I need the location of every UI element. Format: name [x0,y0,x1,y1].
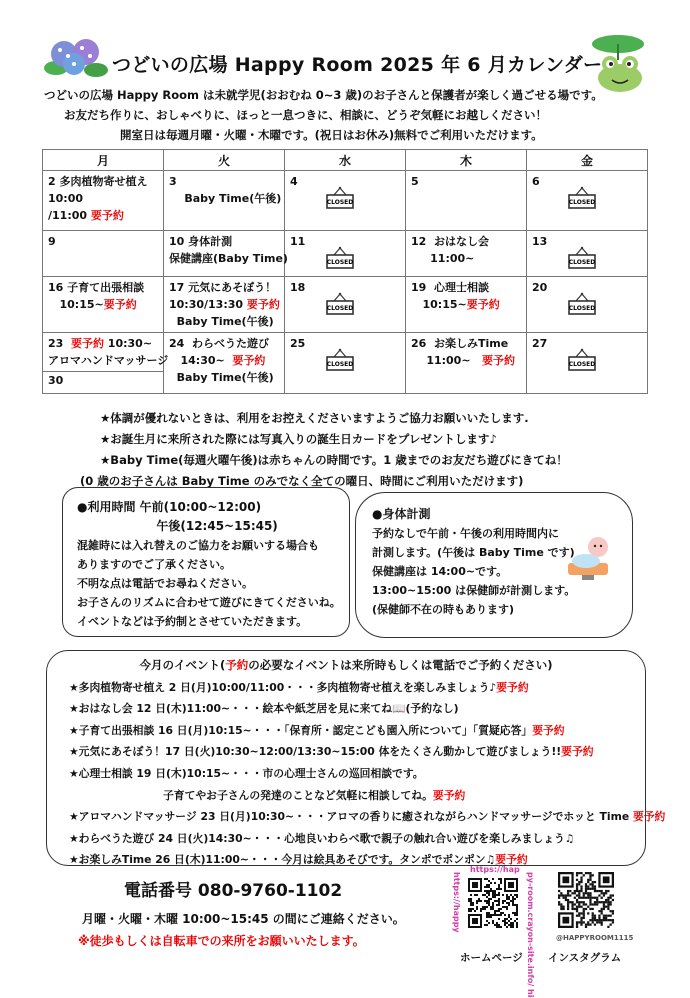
note-line: ★Baby Time(毎週火曜午後)は赤ちゃんの時間です。1 歳までのお友だち遊びにきてね！ [100,453,568,467]
baby-scale-icon [562,533,618,581]
closed-sign-icon [567,292,597,316]
text-segment: 25 [290,337,306,350]
cell-line [169,335,279,352]
closed-sign-icon [325,348,355,372]
usage-line: 午後(12:45~15:45) [77,519,278,533]
reservation-required-label: 予約 [225,658,249,672]
calendar-week-row [43,231,648,277]
closed-label: CLOSED [568,199,596,206]
cell-line [411,173,521,190]
calendar-day-cell [285,333,406,394]
reservation-required-label: 要予約 [495,853,528,867]
text-segment: /11:00 [48,209,91,222]
event-item [69,806,666,828]
measure-line: 予約なしで午前・午後の利用時間内に [372,527,559,540]
text-segment: ★元気にあそぼう！17 日(火)10:30~12:00/13:30~15:00 体をたくさん動かして遊びましょう!! [69,745,562,759]
calendar-day-cell [164,231,288,277]
note-line: (0 歳のお子さんは Baby Time のみでなく全ての曜日、時間にご利用いただけます) [80,474,524,488]
reservation-required-label: 要予約 [532,723,565,737]
visit-note: ※徒歩もしくは自転車での来所をお願いいたします。 [78,934,365,948]
closed-sign-icon [567,246,597,270]
reservation-required-label: 要予約 [246,298,280,311]
monthly-events-box [46,650,666,867]
measure-line: (保健師不在の時もあります) [372,603,515,616]
phone-number: 電話番号 080-9760-1102 [124,881,343,901]
cell-line [411,279,521,296]
text-segment: 18 [290,281,306,294]
text-segment: 12 おはなし会 [411,235,489,248]
text-segment: 今月のイベント( [139,658,226,672]
text-segment: 10:15~ [48,298,104,311]
text-segment: の必要なイベントは来所時もしくは電話でご予約ください) [248,658,553,672]
reservation-required-label: 要予約 [232,354,266,367]
calendar-day-30: 30 [43,371,163,390]
calendar-day-cell [285,231,406,277]
calendar-day-cell [285,171,406,231]
cell-line [48,335,158,352]
text-segment: ★心理士相談 19 日(木)10:15~・・・市の心理士さんの巡回相談です。 [69,766,424,780]
cell-line [169,352,279,369]
text-segment: ★おはなし会 12 日(木)11:00~・・・絵本や紙芝居を見に来てね📖(予約なし) [69,702,459,716]
calendar-day-cell [164,277,285,333]
usage-line: ●利用時間 午前(10:00~12:00) [77,500,262,514]
text-segment: 20 [532,281,548,294]
contact-hours: 月曜・火曜・木曜 10:00~15:45 の間にご連絡ください。 [82,912,405,926]
calendar-day-cell [406,277,527,333]
reservation-required-label: 要予約 [496,680,529,694]
cell-line [169,233,279,250]
calendar-table [42,149,648,394]
note-line: ★お誕生月に来所された際には写真入りの誕生日カードをプレゼントします♪ [100,432,497,446]
note-line: ★体調が優れないときは、利用をお控えくださいますようご協力お願いいたします. [100,411,529,425]
text-segment: 11:00~ [411,354,483,367]
measure-line: 保健講座は 14:00~です。 [372,565,508,578]
homepage-caption: ホームページ [460,952,523,964]
calendar-day-cell [527,333,648,394]
reservation-required-label: 要予約 [632,810,666,824]
calendar-day-cell [527,277,648,333]
usage-line: ありますのでご了承ください。 [77,558,231,571]
text-segment: 10:00 [48,192,84,205]
instagram-caption: インスタグラム [548,952,622,964]
usage-line: お子さんのリズムに合わせて遊びにきてくださいね。 [77,596,341,609]
text-segment: 23 [48,337,71,350]
text-segment: 17 元気にあそぼう！ [169,281,277,294]
text-segment: 13 [532,235,548,248]
text-segment: ★多肉植物寄せ植え 2 日(月)10:00/11:00・・・多肉植物寄せ植えを楽しみましょう♪ [69,680,497,694]
cell-line [169,190,282,207]
usage-line: 不明な点は電話でお尋ねください。 [77,577,253,590]
homepage-url-top: https://hap [470,865,520,874]
closed-label: CLOSED [568,361,596,368]
measure-line: ●身体計測 [372,507,431,521]
closed-sign-icon [325,292,355,316]
notes-list [80,408,568,492]
text-segment: 2 多肉植物寄せ植え [48,175,148,188]
text-segment: Baby Time(午後) [169,315,274,328]
calendar-day-cell [285,277,406,333]
reservation-required-label: 要予約 [70,337,104,350]
calendar-day-cell [406,231,527,277]
text-segment: 10:30~ [103,337,153,350]
cell-line [48,173,158,190]
text-segment: 19 心理士相談 [411,281,489,294]
event-item [69,785,645,807]
text-segment: 9 [48,235,56,248]
measure-line: 13:00~15:00 は保健師が計測します。 [372,584,576,597]
events-title [47,655,645,677]
text-segment: 16 子育て出張相談 [48,281,145,294]
closed-sign-icon [567,186,597,210]
text-segment: ★アロマハンドマッサージ 23 日(月)10:30~・・・アロマの香りに癒されながらハンドマッサージでホッと Time [69,810,633,824]
cell-line [411,233,521,250]
usage-hours-box [62,487,350,637]
text-segment: 10 身体計測 [169,235,233,248]
text-segment: 子育てやお子さんの発達のことなど気軽に相談してね。 [69,788,433,802]
reservation-required-label: 要予約 [432,788,466,802]
intro-line: つどいの広場 Happy Room は未就学児(おおむね 0~3 歳)のお子さんと保護者が楽しく過ごせる場です。 [44,88,603,102]
text-segment: ★わらべうた遊び 24 日(火)14:30~・・・心地良いわらべ歌で親子の触れ合い遊びを楽しみましょう♫ [69,831,575,845]
measure-line: 計測します。(午後は Baby Time です) [372,546,575,559]
reservation-required-label: 要予約 [103,298,137,311]
text-segment: 11:00~ [411,252,475,265]
intro-line: 開室日は毎週月曜・火曜・木曜です。(祝日はお休み)無料でご利用いただけます。 [120,128,543,142]
closed-label: CLOSED [326,305,354,312]
text-segment: 27 [532,337,548,350]
calendar-day-cell [43,277,164,333]
cell-line [48,233,158,250]
reservation-required-label: 要予約 [482,354,516,367]
cell-line [48,352,169,369]
calendar-day-cell [43,171,164,231]
calendar-day-cell [164,333,285,394]
text-segment: 11 [290,235,306,248]
cell-line [169,369,279,386]
cell-line [48,296,158,313]
text-segment: 保健講座(Baby Time) [169,252,288,265]
event-item [69,741,645,763]
reservation-required-label: 要予約 [466,298,500,311]
text-segment: 4 [290,175,298,188]
page-title: つどいの広場 Happy Room 2025 年 6 月カレンダー [112,54,603,76]
text-segment: 24 わらべうた遊び [169,337,269,350]
event-item [69,763,645,785]
usage-line: 混雑時には入れ替えのご協力をお願いする場合も [77,539,319,552]
text-segment: 10:30/13:30 [169,298,247,311]
event-item [69,677,645,699]
cell-line [169,173,279,190]
cell-line [411,335,521,352]
text-segment: ★子育て出張相談 16 日(月)10:15~・・・「保育所・認定こども園入所について」「質疑応答」 [69,723,533,737]
closed-sign-icon [325,186,355,210]
cell-line [169,296,279,313]
text-segment: 14:30~ [169,354,233,367]
cell-line [411,250,521,267]
cell-line [169,250,288,267]
text-segment: ★お楽しみTime 26 日(木)11:00~・・・今月は絵具あそびです。タンポでポンポン♫ [69,853,496,867]
intro-line: お友だち作りに、おしゃべりに、ほっと一息つきに、相談に、どうぞ気軽にお越しください！ [64,108,547,122]
calendar-week-row [43,333,648,394]
closed-label: CLOSED [326,361,354,368]
calendar-day-cell [43,333,169,394]
closed-label: CLOSED [326,199,354,206]
text-segment: 3 [169,175,177,188]
event-item [69,720,645,742]
hydrangea-icon [42,34,110,82]
event-item [69,698,645,720]
calendar-day-cell [527,231,648,277]
event-item [69,849,645,871]
cell-line [48,190,158,207]
reservation-required-label: 要予約 [90,209,124,222]
day-header: 火 [164,150,285,171]
calendar-day-cell [406,171,527,231]
cell-line [48,279,158,296]
closed-label: CLOSED [568,305,596,312]
instagram-qr-code[interactable] [558,872,614,928]
text-segment: 6 [532,175,540,188]
calendar-day-cell [43,231,164,277]
closed-sign-icon [325,246,355,270]
text-segment: Baby Time(午後) [169,192,282,205]
text-segment: 26 お楽しみTime [411,337,509,350]
text-segment: アロマハンドマッサージ [48,354,169,367]
usage-line: イベントなどは予約制とさせていただきます。 [77,615,308,628]
calendar-day-cell [406,333,527,394]
calendar-day-cell [527,171,648,231]
cell-line [411,296,521,313]
cell-line [169,313,279,330]
calendar-week-row [43,277,648,333]
day-header: 水 [285,150,406,171]
text-segment: 10:15~ [411,298,467,311]
body-measurement-box [355,492,633,638]
day-header: 木 [406,150,527,171]
closed-label: CLOSED [326,259,354,266]
day-header: 月 [43,150,164,171]
cell-line [169,279,279,296]
day-header: 金 [527,150,648,171]
text-segment: Baby Time(午後) [169,371,274,384]
text-segment: 5 [411,175,419,188]
homepage-url-left: https://happy [452,872,461,933]
homepage-url-right: py-room.crayon-site.info/ hi [526,872,535,998]
instagram-handle: @HAPPYROOM1115 [556,934,634,942]
cell-line [411,352,521,369]
calendar-day-cell [164,171,285,231]
closed-sign-icon [567,348,597,372]
homepage-qr-code[interactable] [468,878,518,928]
reservation-required-label: 要予約 [561,745,594,759]
closed-label: CLOSED [568,259,596,266]
calendar-week-row [43,171,648,231]
event-item [69,828,645,850]
cell-line [48,207,158,224]
